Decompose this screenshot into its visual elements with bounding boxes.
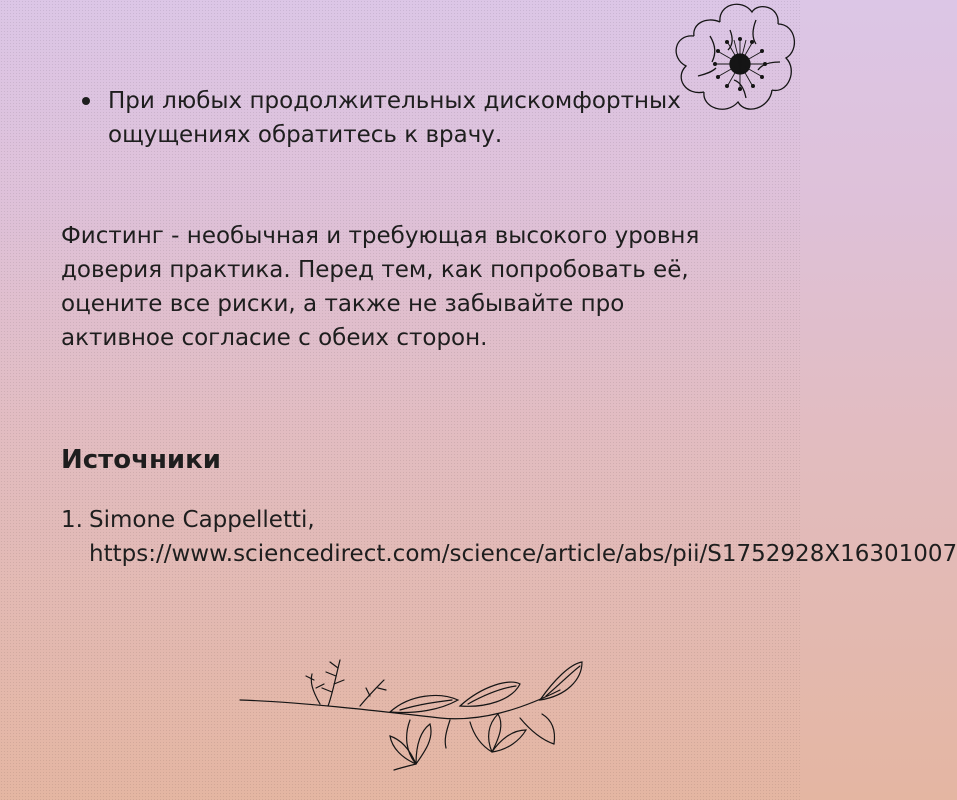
floral-branch-illustration [220,640,590,770]
body-paragraph: Фистинг - необычная и требующая высокого уровня доверия практика. Перед тем, как попробовать её, оцените все риски, а также не забывайте про активное согласие с обеих сторон. [61,223,700,351]
source-number: 1. [61,507,83,533]
sources-list [61,503,957,571]
source-text: Simone Cappelletti, https://www.sciencedirect.com/science/article/abs/pii/S1752928X16301007 [89,507,957,567]
bullet-text: При любых продолжительных дискомфортных ощущениях обратитесь к врачу. [108,88,681,148]
sources-heading: Источники [61,445,221,475]
bullet-icon [82,97,90,105]
list-item [80,84,700,152]
source-item [61,503,957,571]
bullet-list [80,84,700,152]
